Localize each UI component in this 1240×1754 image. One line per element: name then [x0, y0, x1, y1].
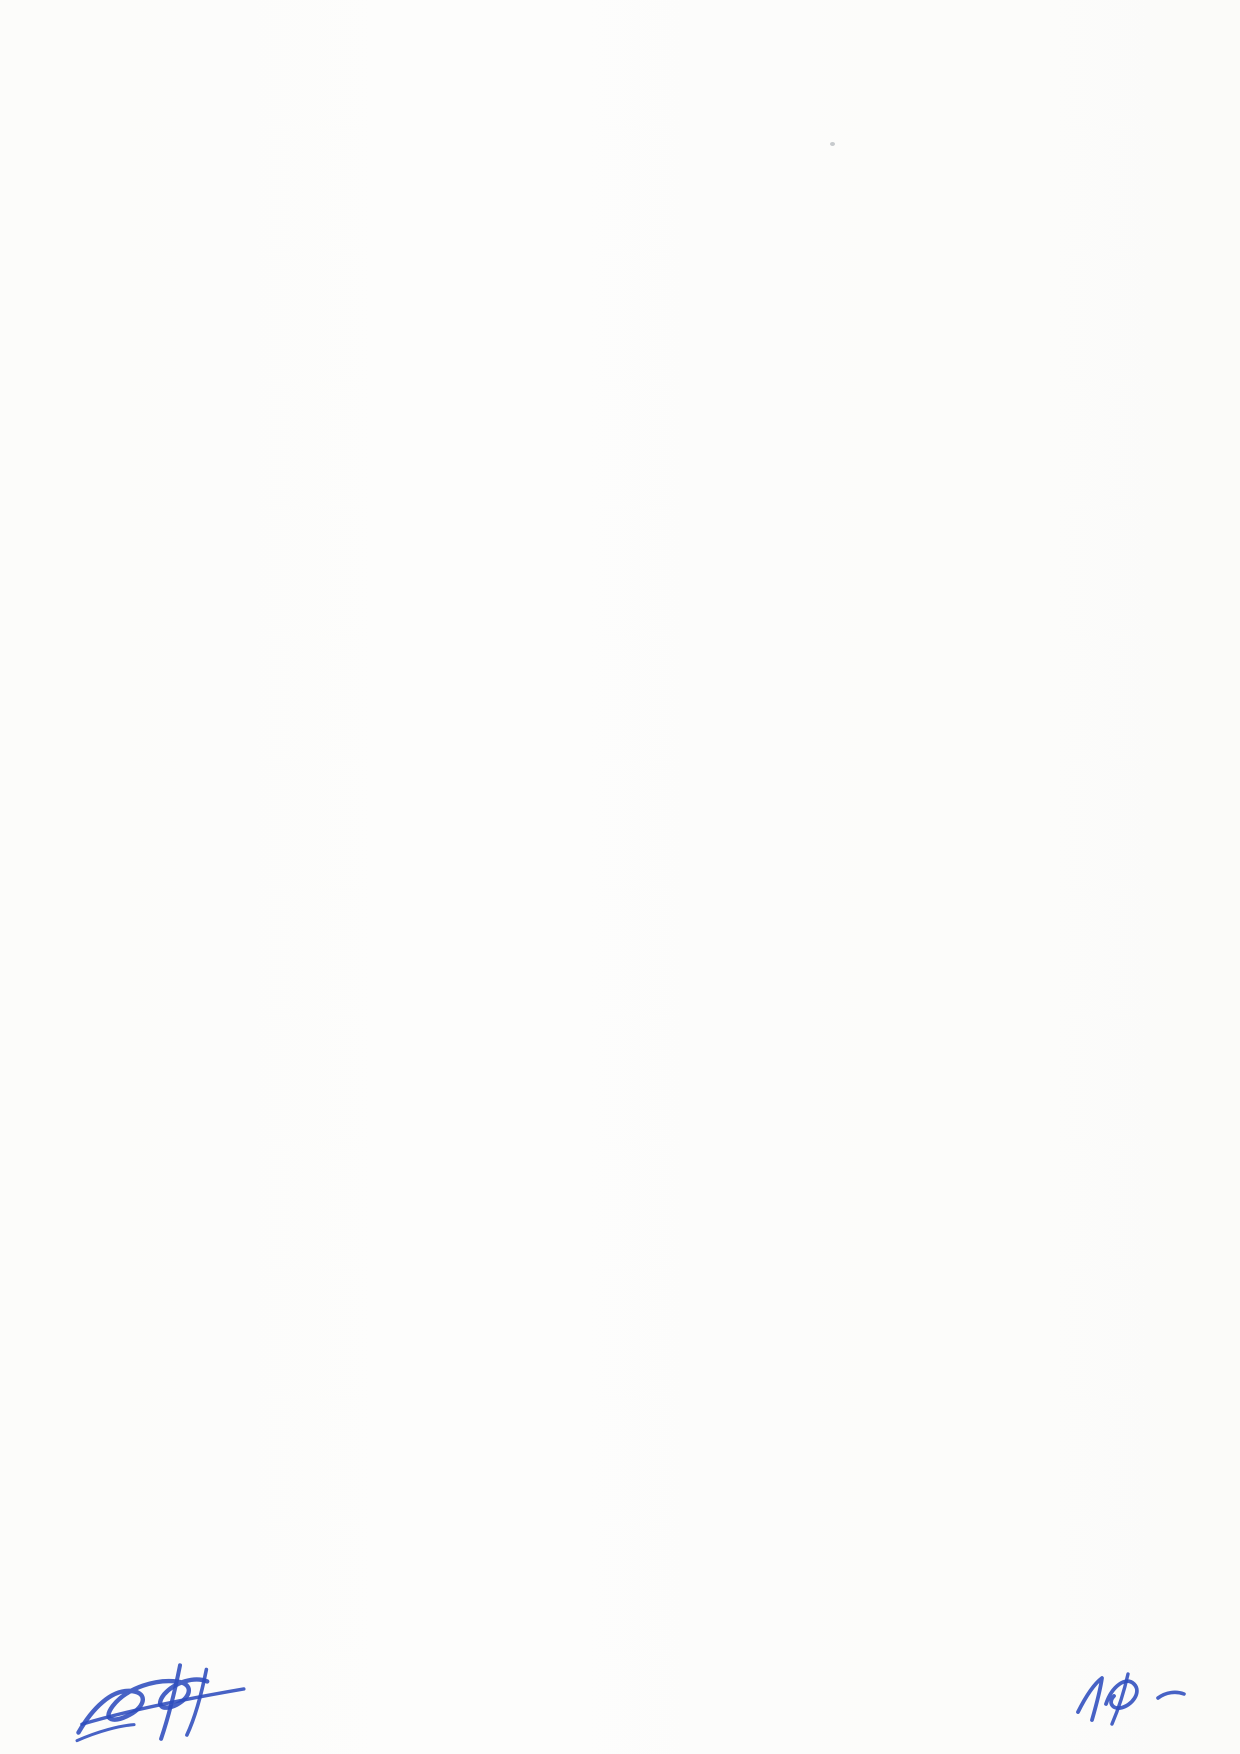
scan-speck [830, 142, 835, 146]
